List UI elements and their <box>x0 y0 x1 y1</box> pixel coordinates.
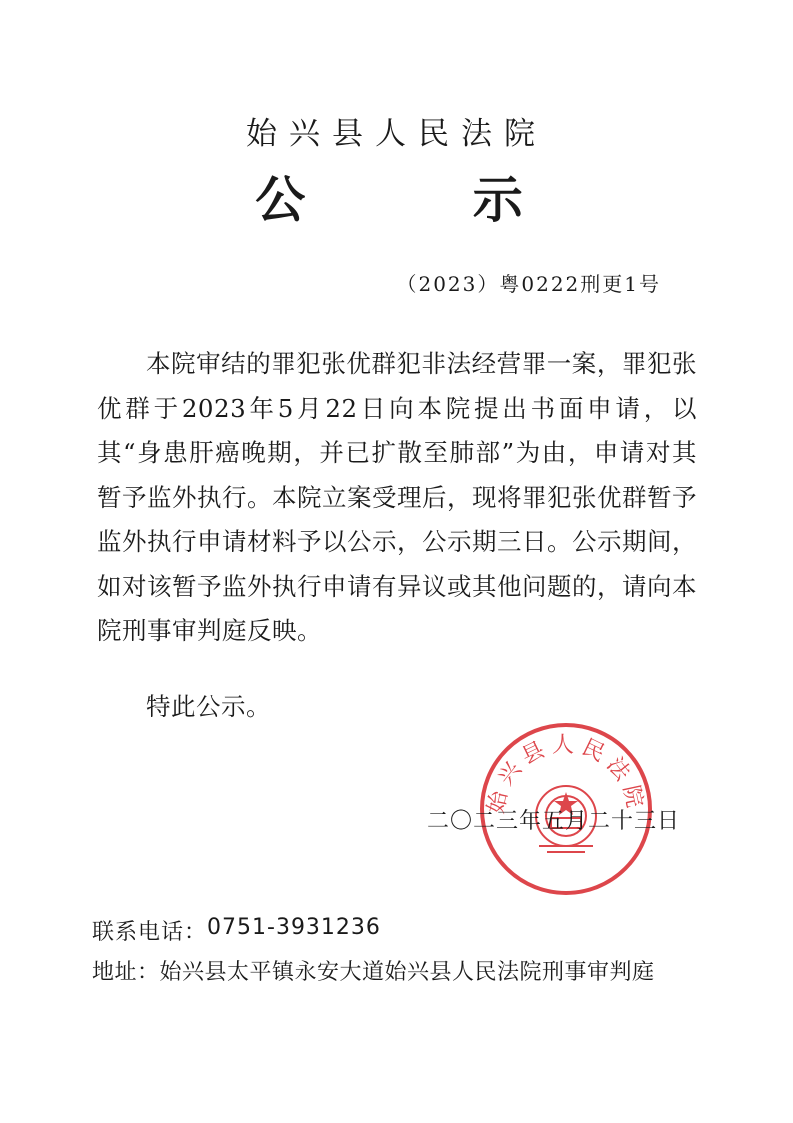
document-title: 公 示 <box>255 171 598 229</box>
court-name: 始兴县人民法院 <box>246 116 547 152</box>
notice-body <box>97 342 697 654</box>
signature-date: 二〇二三年五月二十三日 <box>427 809 681 834</box>
contact-line <box>92 915 381 946</box>
closing-remark: 特此公示。 <box>146 692 271 721</box>
case-number: （2023）粤0222刑更1号 <box>396 272 661 296</box>
address-label: 地址： <box>92 960 160 985</box>
contact-phone: 0751-3931236 <box>207 915 381 940</box>
address-value: 始兴县太平镇永安大道始兴县人民法院刑事审判庭 <box>159 960 655 985</box>
seal-lettering: 始兴县人民法院 <box>483 732 649 816</box>
address-line <box>92 955 655 986</box>
contact-label: 联系电话： <box>92 920 208 945</box>
notice-paragraph: 本院审结的罪犯张优群犯非法经营罪一案，罪犯张优群于2023年5月22日向本院提出书面申请，以其“身患肝癌晚期，并已扩散至肺部”为由，申请对其暂予监外执行。本院立案受理后，现将罪犯张优群暂予监外执行申请材料予以公示，公示期三日。公示期间，如对该暂予监外执行申请有异议或其他问题的，请向本院刑事审判庭反映。 <box>97 349 697 645</box>
